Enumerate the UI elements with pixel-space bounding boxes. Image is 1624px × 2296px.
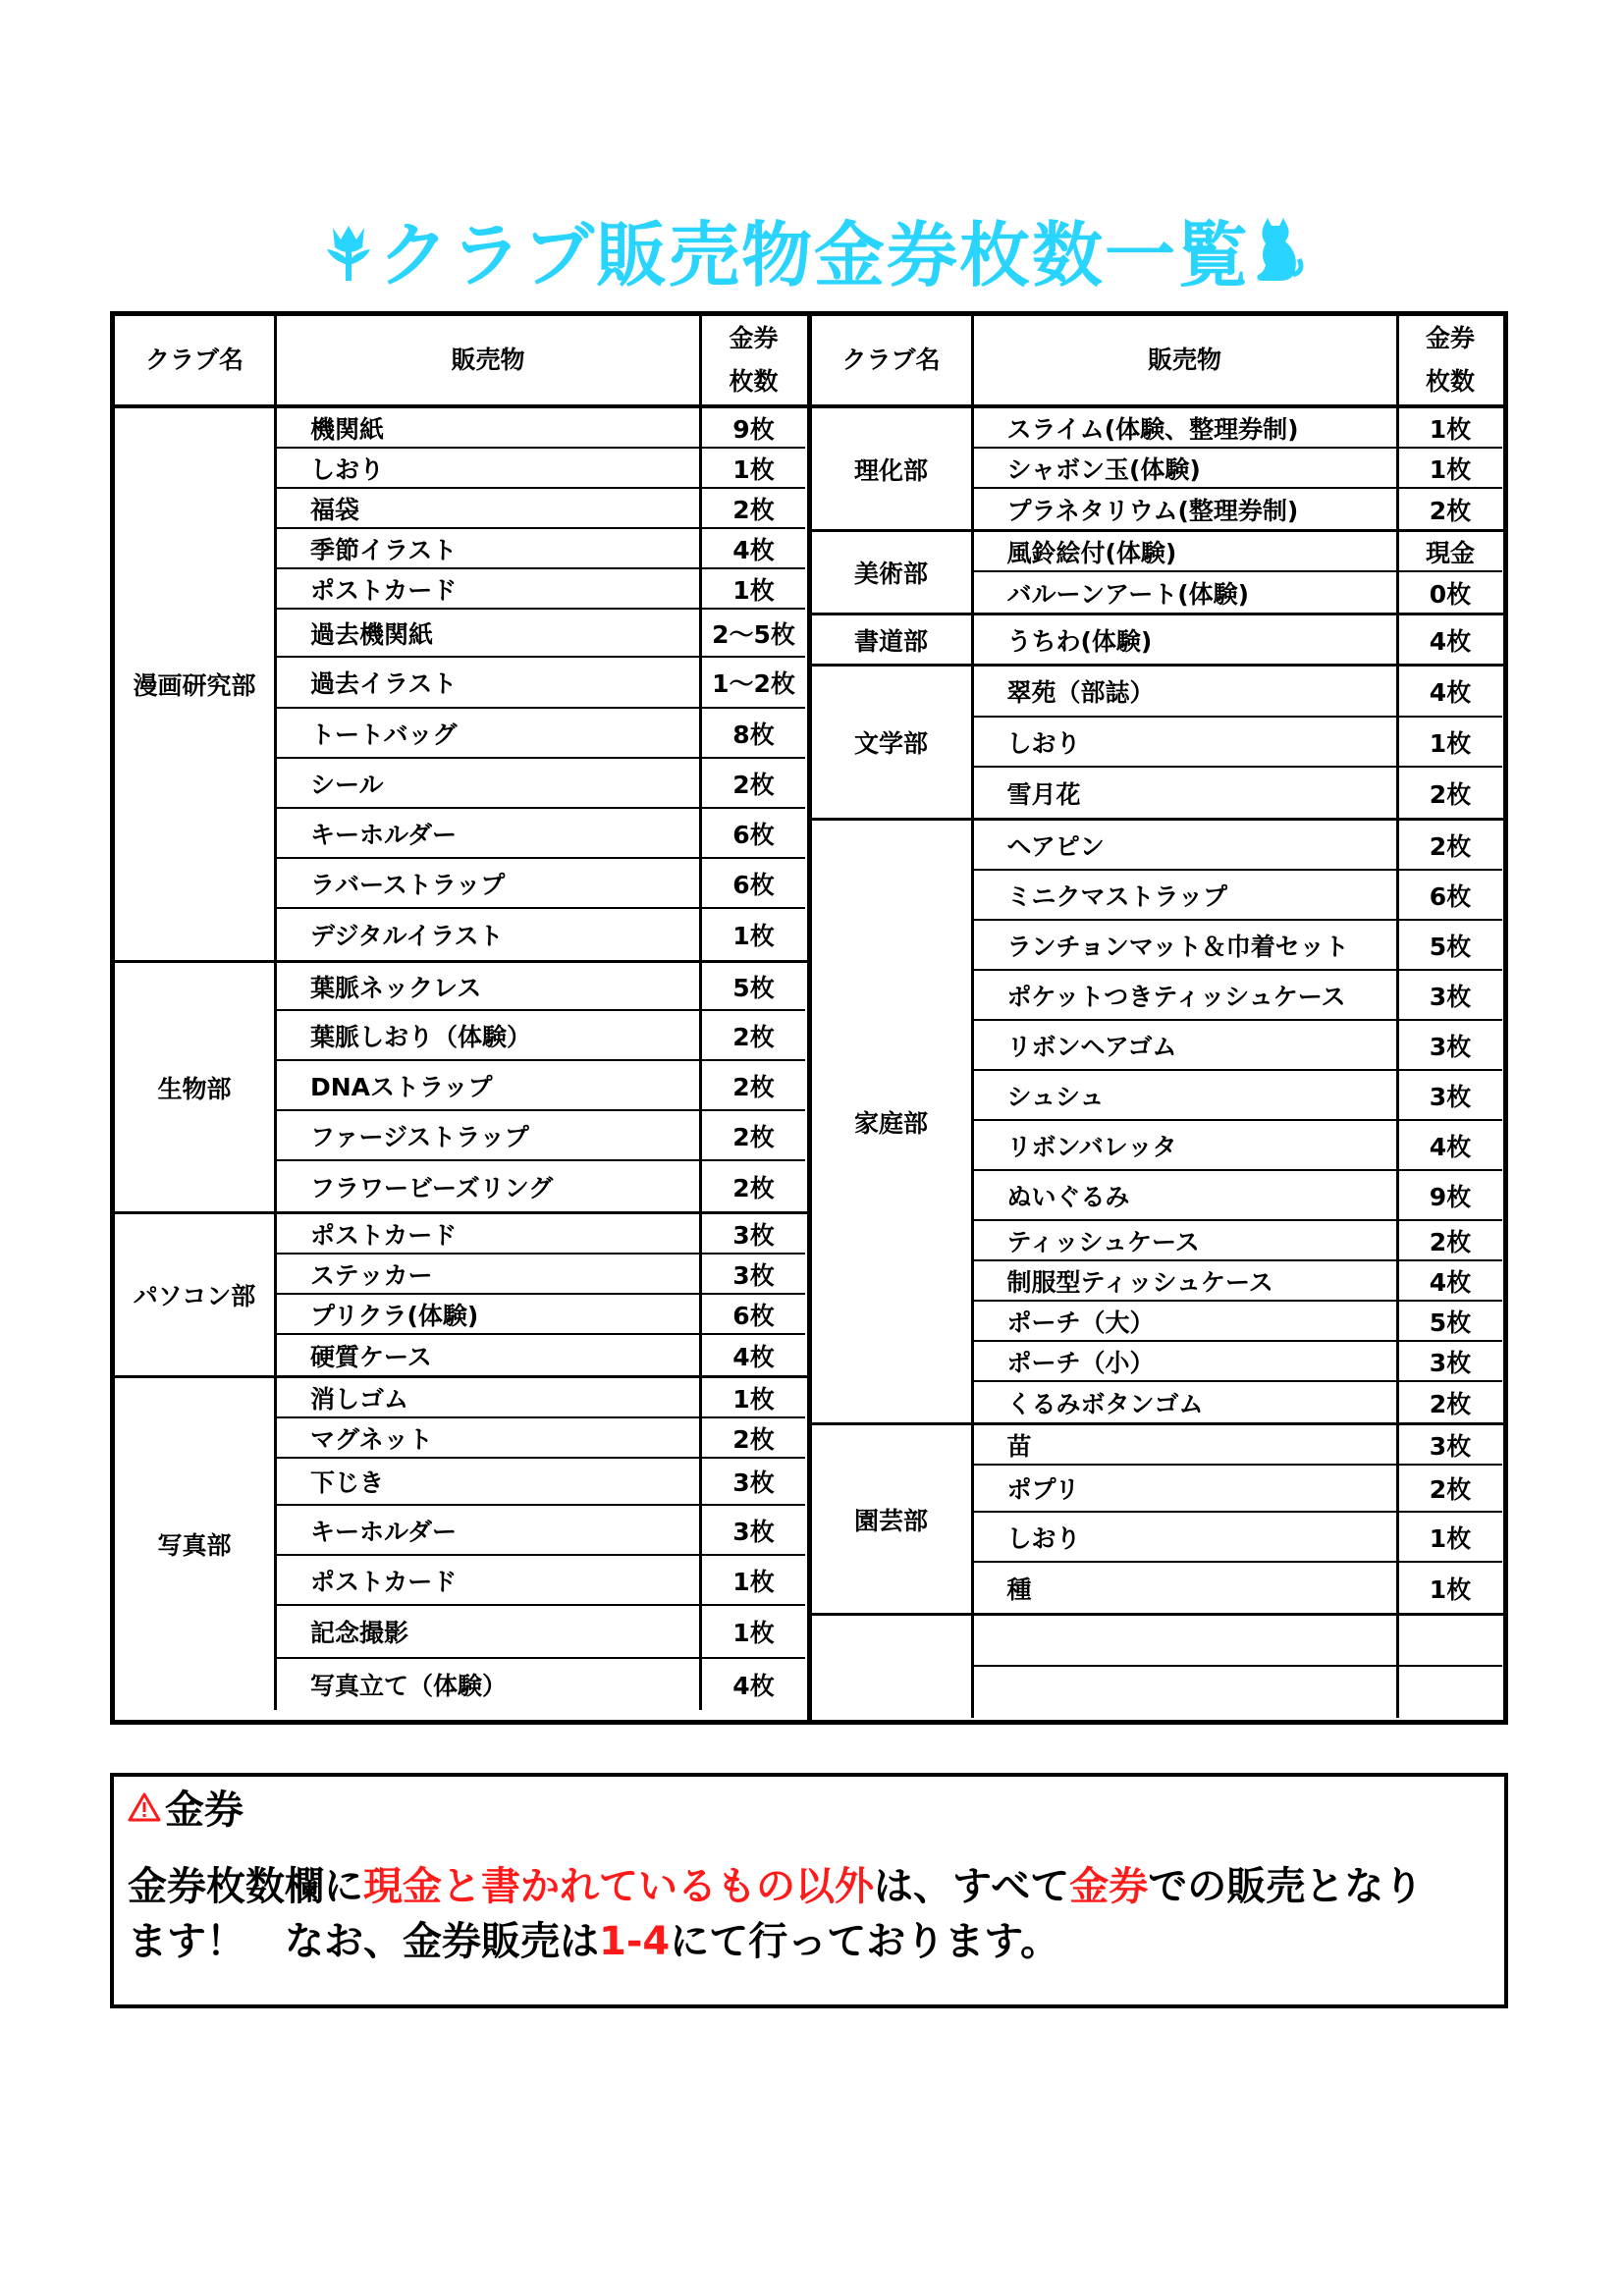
notice-text-part: ます！ なお、金券販売は bbox=[128, 1919, 599, 1964]
item-name: ポストカード bbox=[277, 1556, 702, 1604]
item-count: 1枚 bbox=[1429, 454, 1472, 484]
page-title bbox=[0, 206, 1624, 309]
table-row bbox=[277, 909, 805, 960]
notice-title-text: 金券 bbox=[165, 1788, 244, 1833]
item-name: 葉脈しおり（体験） bbox=[277, 1011, 702, 1059]
header-count-line1: 金券 bbox=[1425, 324, 1475, 352]
item-name: 種 bbox=[974, 1563, 1399, 1613]
table-row bbox=[974, 1261, 1502, 1302]
item-name: ポーチ（小） bbox=[974, 1342, 1399, 1380]
club-group bbox=[812, 667, 1504, 821]
table-row bbox=[277, 1214, 805, 1255]
club-group bbox=[812, 1616, 1504, 1718]
table-row bbox=[974, 1513, 1502, 1563]
table-row bbox=[974, 1071, 1502, 1121]
item-name: ポストカード bbox=[277, 1214, 702, 1253]
item-name: しおり bbox=[974, 1513, 1399, 1561]
table-row bbox=[277, 1459, 805, 1506]
table-row bbox=[974, 1302, 1502, 1342]
item-name: 消しゴム bbox=[277, 1378, 702, 1416]
item-count: 3枚 bbox=[732, 1517, 775, 1546]
header-club: クラブ名 bbox=[812, 316, 974, 404]
table-row bbox=[974, 667, 1502, 718]
item-name: ポプリ bbox=[974, 1466, 1399, 1511]
item-name: キーホルダー bbox=[277, 1506, 702, 1554]
item-count: 1枚 bbox=[732, 1619, 775, 1647]
table-row bbox=[974, 1121, 1502, 1171]
table-row bbox=[277, 1161, 805, 1211]
item-count: 2枚 bbox=[732, 1173, 775, 1202]
item-name: スライム(体験、整理券制) bbox=[974, 408, 1399, 447]
item-count: 1枚 bbox=[732, 922, 775, 950]
item-name: 硬質ケース bbox=[277, 1335, 702, 1375]
table-row bbox=[974, 489, 1502, 529]
table-row bbox=[277, 1061, 805, 1111]
table-row bbox=[974, 1425, 1502, 1466]
item-count: 2枚 bbox=[1429, 1389, 1472, 1418]
item-count: 6枚 bbox=[1429, 881, 1472, 911]
table-row bbox=[277, 489, 805, 529]
item-count: 3枚 bbox=[1429, 982, 1472, 1011]
item-count: 4枚 bbox=[1429, 1267, 1472, 1297]
table-row bbox=[974, 1382, 1502, 1422]
table-row bbox=[974, 821, 1502, 871]
item-count: 4枚 bbox=[1429, 1132, 1472, 1161]
notice-text-highlight: 金券 bbox=[1069, 1864, 1149, 1909]
item-name: 写真立て（体験） bbox=[277, 1659, 702, 1710]
item-count: 4枚 bbox=[732, 535, 775, 564]
notice-text-part: での販売となり bbox=[1148, 1864, 1424, 1909]
item-count: 1枚 bbox=[1429, 728, 1472, 758]
item-count: 3枚 bbox=[1429, 1348, 1472, 1377]
club-name: 漫画研究部 bbox=[115, 408, 277, 960]
header-count-line1: 金券 bbox=[729, 324, 779, 352]
item-name: 下じき bbox=[277, 1459, 702, 1504]
item-name: しおり bbox=[277, 449, 702, 487]
item-name: ヘアピン bbox=[974, 821, 1399, 869]
item-name: フラワービーズリング bbox=[277, 1161, 702, 1211]
item-name: リボンヘアゴム bbox=[974, 1021, 1399, 1069]
item-count: 2枚 bbox=[732, 770, 775, 799]
table-row bbox=[277, 859, 805, 909]
table-row bbox=[277, 759, 805, 809]
table-row bbox=[277, 809, 805, 859]
item-name: シャボン玉(体験) bbox=[974, 449, 1399, 487]
table-row bbox=[277, 709, 805, 759]
table-row bbox=[974, 572, 1502, 613]
item-name: しおり bbox=[974, 718, 1399, 766]
table-row bbox=[974, 408, 1502, 449]
club-name: 家庭部 bbox=[812, 821, 974, 1422]
table-row bbox=[277, 569, 805, 610]
tulip-icon bbox=[319, 211, 378, 309]
item-count: 2枚 bbox=[732, 1122, 775, 1151]
item-count: 5枚 bbox=[1429, 1308, 1472, 1337]
item-count: 1枚 bbox=[1429, 1523, 1472, 1553]
table-row bbox=[277, 1506, 805, 1556]
item-name: バルーンアート(体験) bbox=[974, 572, 1399, 613]
item-name: ステッカー bbox=[277, 1255, 702, 1293]
item-name: 記念撮影 bbox=[277, 1606, 702, 1657]
table-row bbox=[974, 449, 1502, 489]
header-count bbox=[702, 316, 805, 404]
item-name: 風鈴絵付(体験) bbox=[974, 532, 1399, 570]
item-count: 4枚 bbox=[732, 1342, 775, 1371]
notice-text-part: にて行っております。 bbox=[670, 1919, 1060, 1964]
table-row bbox=[277, 658, 805, 709]
item-name: 葉脈ネックレス bbox=[277, 963, 702, 1009]
club-group bbox=[812, 408, 1504, 532]
table-row bbox=[974, 1563, 1502, 1613]
notice-text bbox=[128, 1859, 1490, 1969]
item-count: 6枚 bbox=[732, 870, 775, 899]
item-count: 現金 bbox=[1425, 538, 1475, 567]
item-name: プリクラ(体験) bbox=[277, 1295, 702, 1333]
table-row bbox=[277, 1255, 805, 1295]
item-name: ファージストラップ bbox=[277, 1111, 702, 1159]
club-name: パソコン部 bbox=[115, 1214, 277, 1375]
club-name: 書道部 bbox=[812, 615, 974, 664]
table-row bbox=[974, 1616, 1502, 1667]
item-count: 5枚 bbox=[732, 973, 775, 1002]
item-count: 1枚 bbox=[1429, 1575, 1472, 1604]
club-name: 美術部 bbox=[812, 532, 974, 613]
item-name: プラネタリウム(整理券制) bbox=[974, 489, 1399, 529]
table-row bbox=[277, 1011, 805, 1061]
item-name: ポーチ（大） bbox=[974, 1302, 1399, 1340]
item-name: デジタルイラスト bbox=[277, 909, 702, 960]
table-row bbox=[974, 1221, 1502, 1261]
item-count: 2枚 bbox=[732, 1022, 775, 1051]
table-row bbox=[277, 1606, 805, 1659]
club-name: 文学部 bbox=[812, 667, 974, 818]
item-count: 2枚 bbox=[1429, 496, 1472, 525]
item-name: 雪月花 bbox=[974, 768, 1399, 818]
item-name: キーホルダー bbox=[277, 809, 702, 857]
item-name: 翠苑（部誌） bbox=[974, 667, 1399, 716]
item-name: ぬいぐるみ bbox=[974, 1171, 1399, 1219]
table-row bbox=[277, 963, 805, 1011]
item-name: ポストカード bbox=[277, 569, 702, 608]
item-count: 1枚 bbox=[732, 575, 775, 605]
item-name: 福袋 bbox=[277, 489, 702, 527]
club-name: 写真部 bbox=[115, 1378, 277, 1710]
table-row bbox=[277, 529, 805, 569]
item-count bbox=[1399, 1616, 1502, 1665]
club-group bbox=[812, 532, 1504, 615]
table-header bbox=[812, 316, 1504, 408]
item-name: ミニクマストラップ bbox=[974, 871, 1399, 919]
table-row bbox=[974, 718, 1502, 768]
club-name bbox=[812, 1616, 974, 1718]
club-name: 生物部 bbox=[115, 963, 277, 1211]
club-name: 理化部 bbox=[812, 408, 974, 529]
item-count: 1枚 bbox=[732, 1384, 775, 1414]
item-count: 2枚 bbox=[1429, 779, 1472, 809]
cat-icon bbox=[1250, 211, 1305, 309]
title-text: クラブ販売物金券枚数一覧 bbox=[377, 214, 1250, 296]
table-row bbox=[974, 615, 1502, 664]
sales-table bbox=[110, 311, 1508, 1725]
item-count: 2枚 bbox=[1429, 1475, 1472, 1504]
item-name bbox=[974, 1616, 1399, 1665]
header-count-line2: 枚数 bbox=[1425, 367, 1475, 396]
item-count: 8枚 bbox=[732, 720, 775, 749]
club-group bbox=[812, 821, 1504, 1425]
item-name: くるみボタンゴム bbox=[974, 1382, 1399, 1422]
table-row bbox=[974, 1667, 1502, 1718]
table-row bbox=[277, 408, 805, 449]
item-count: 6枚 bbox=[732, 820, 775, 849]
item-count: 1枚 bbox=[732, 1567, 775, 1596]
club-name: 園芸部 bbox=[812, 1425, 974, 1613]
item-name: リボンバレッタ bbox=[974, 1121, 1399, 1169]
table-row bbox=[974, 1171, 1502, 1221]
item-name: 制服型ティッシュケース bbox=[974, 1261, 1399, 1300]
item-name: 機関紙 bbox=[277, 408, 702, 447]
item-count: 9枚 bbox=[1429, 1182, 1472, 1211]
notice-text-part: は、すべて bbox=[874, 1864, 1070, 1909]
item-count: 2枚 bbox=[1429, 1227, 1472, 1256]
table-row bbox=[277, 1295, 805, 1335]
item-name bbox=[974, 1667, 1399, 1718]
table-row bbox=[277, 610, 805, 658]
item-name: 過去イラスト bbox=[277, 658, 702, 707]
table-row bbox=[974, 532, 1502, 572]
notice-text-part: 金券枚数欄に bbox=[128, 1864, 363, 1909]
notice-text-highlight: 1-4 bbox=[599, 1919, 671, 1964]
header-count-line2: 枚数 bbox=[729, 367, 779, 396]
club-group bbox=[812, 1425, 1504, 1616]
table-row bbox=[277, 1659, 805, 1710]
item-count: 3枚 bbox=[1429, 1082, 1472, 1111]
item-count: 2枚 bbox=[732, 1424, 775, 1454]
club-group bbox=[115, 963, 807, 1214]
table-header bbox=[115, 316, 807, 408]
item-name: シュシュ bbox=[974, 1071, 1399, 1119]
club-group bbox=[115, 1214, 807, 1378]
notice-box bbox=[110, 1773, 1508, 2008]
item-count bbox=[1399, 1667, 1502, 1718]
item-name: トートバッグ bbox=[277, 709, 702, 757]
table-row bbox=[974, 871, 1502, 921]
item-count: 2枚 bbox=[732, 495, 775, 524]
item-count: 3枚 bbox=[732, 1468, 775, 1497]
table-row bbox=[974, 971, 1502, 1021]
item-name: 季節イラスト bbox=[277, 529, 702, 567]
item-count: 5枚 bbox=[1429, 932, 1472, 961]
item-count: 3枚 bbox=[732, 1260, 775, 1290]
item-count: 1～2枚 bbox=[712, 669, 795, 698]
club-group bbox=[115, 408, 807, 963]
item-count: 2枚 bbox=[732, 1072, 775, 1101]
item-name: DNAストラップ bbox=[277, 1061, 702, 1109]
table-row bbox=[277, 449, 805, 489]
item-count: 4枚 bbox=[1429, 678, 1472, 707]
item-count: 4枚 bbox=[1429, 626, 1472, 656]
item-count: 6枚 bbox=[732, 1301, 775, 1330]
item-name: 苗 bbox=[974, 1425, 1399, 1464]
item-name: マグネット bbox=[277, 1418, 702, 1457]
table-row bbox=[277, 1378, 805, 1418]
item-name: シール bbox=[277, 759, 702, 807]
item-name: ポケットつきティッシュケース bbox=[974, 971, 1399, 1019]
table-row bbox=[974, 1466, 1502, 1513]
item-name: うちわ(体験) bbox=[974, 615, 1399, 664]
table-row bbox=[974, 1342, 1502, 1382]
header-item: 販売物 bbox=[277, 316, 702, 404]
club-group bbox=[115, 1378, 807, 1710]
table-left-half bbox=[115, 316, 812, 1720]
item-name: ラバーストラップ bbox=[277, 859, 702, 907]
item-count: 2～5枚 bbox=[712, 619, 795, 649]
table-row bbox=[277, 1111, 805, 1161]
item-count: 1枚 bbox=[1429, 414, 1472, 444]
notice-title bbox=[128, 1783, 1490, 1838]
item-count: 1枚 bbox=[732, 454, 775, 484]
warning-icon bbox=[128, 1783, 161, 1838]
club-group bbox=[812, 615, 1504, 667]
item-count: 3枚 bbox=[1429, 1032, 1472, 1061]
table-row bbox=[974, 921, 1502, 971]
notice-text-highlight: 現金と書かれているもの以外 bbox=[363, 1864, 874, 1909]
item-count: 9枚 bbox=[732, 414, 775, 444]
item-count: 2枚 bbox=[1429, 831, 1472, 861]
table-row bbox=[974, 1021, 1502, 1071]
table-row bbox=[974, 768, 1502, 818]
item-name: ランチョンマット＆巾着セット bbox=[974, 921, 1399, 969]
table-row bbox=[277, 1556, 805, 1606]
header-item: 販売物 bbox=[974, 316, 1399, 404]
table-left-body bbox=[115, 408, 807, 1710]
table-right-half bbox=[812, 316, 1504, 1720]
table-row bbox=[277, 1335, 805, 1375]
item-name: ティッシュケース bbox=[974, 1221, 1399, 1259]
item-count: 3枚 bbox=[1429, 1431, 1472, 1461]
header-club: クラブ名 bbox=[115, 316, 277, 404]
item-count: 4枚 bbox=[732, 1672, 775, 1700]
header-count bbox=[1399, 316, 1502, 404]
item-name: 過去機関紙 bbox=[277, 610, 702, 656]
item-count: 3枚 bbox=[732, 1220, 775, 1250]
table-row bbox=[277, 1418, 805, 1459]
item-count: 0枚 bbox=[1429, 579, 1472, 609]
table-right-body bbox=[812, 408, 1504, 1718]
